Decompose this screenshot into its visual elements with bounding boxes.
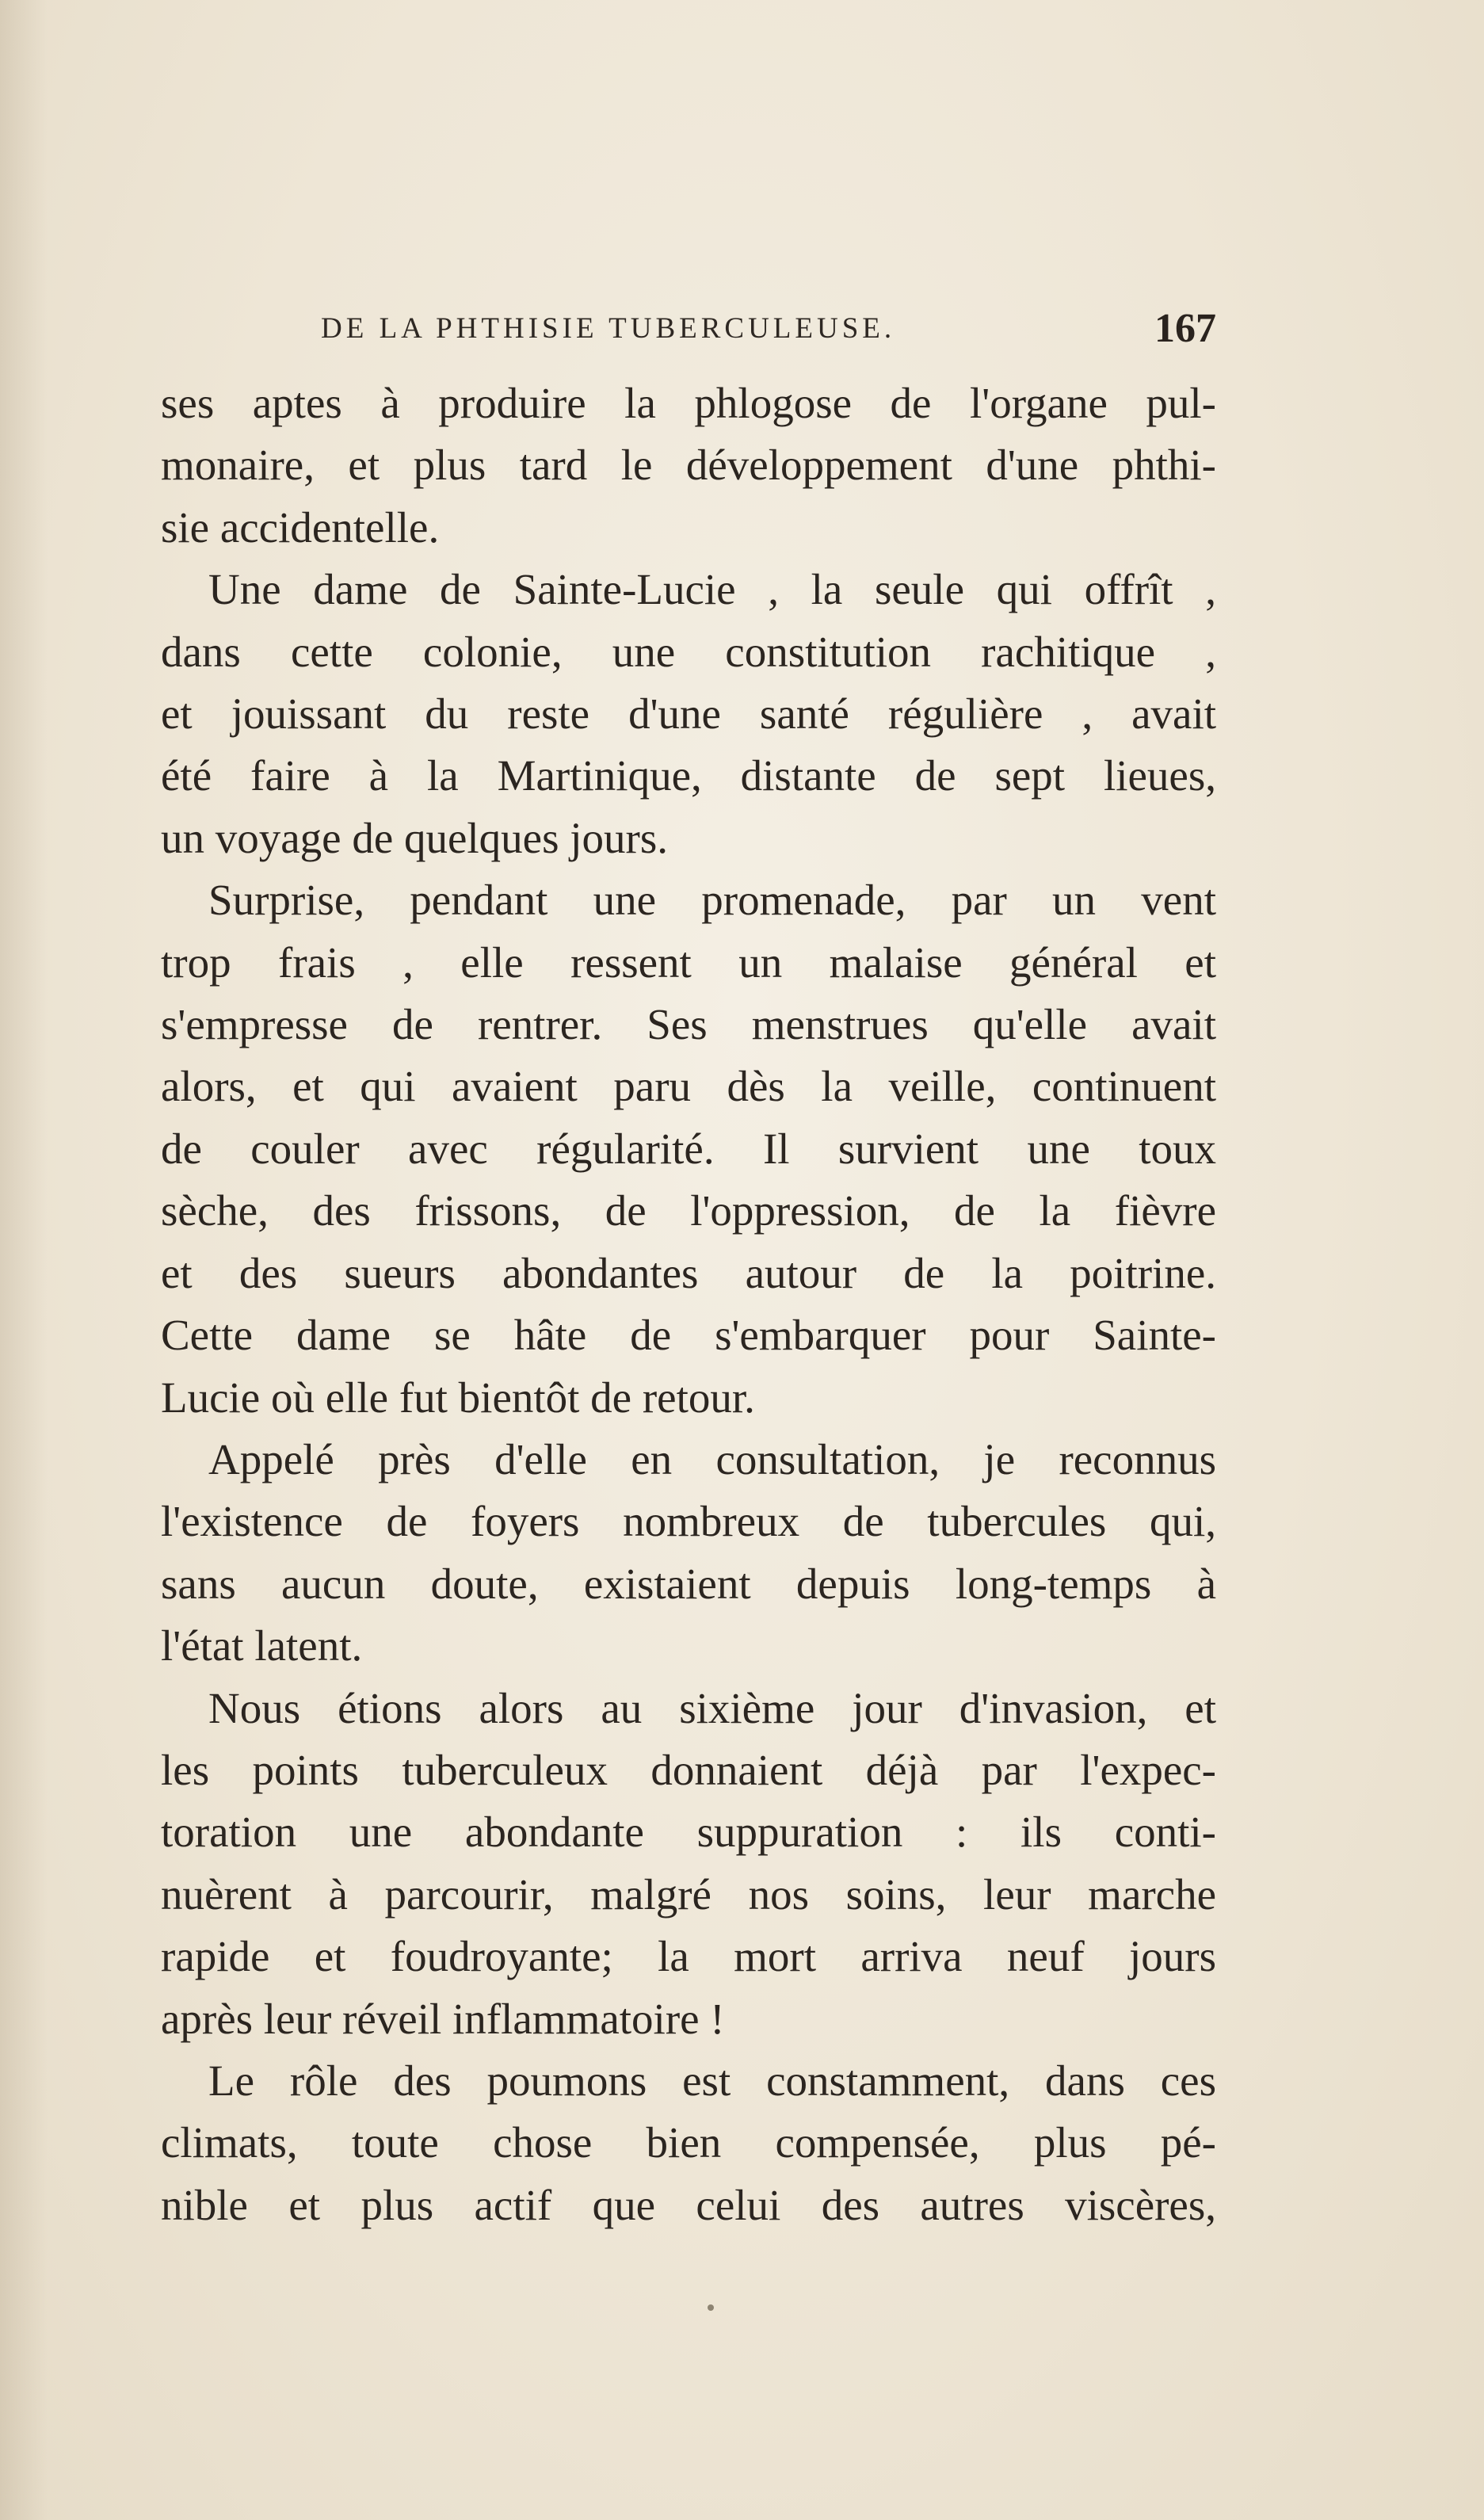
text-line: Surprise, pendant une promenade, par un vent	[208, 876, 1216, 925]
text-line: été faire à la Martinique, distante de sept lieues,	[161, 751, 1216, 800]
paragraph	[161, 559, 1216, 869]
text-line: Le rôle des poumons est constamment, dans ces	[208, 2056, 1216, 2105]
text-line: Lucie où elle fut bientôt de retour.	[161, 1373, 755, 1422]
text-line: un voyage de quelques jours.	[161, 813, 668, 862]
text-line: sans aucun doute, existaient depuis long-temps à	[161, 1559, 1216, 1608]
paragraph	[161, 1429, 1216, 1678]
text-line: de couler avec régularité. Il survient une toux	[161, 1124, 1216, 1173]
text-line: nuèrent à parcourir, malgré nos soins, leur marche	[161, 1869, 1216, 1919]
text-line: s'empresse de rentrer. Ses menstrues qu'elle avait	[161, 1000, 1216, 1049]
text-line: et des sueurs abondantes autour de la poitrine.	[161, 1248, 1216, 1297]
paragraph	[161, 2050, 1216, 2236]
text-line: climats, toute chose bien compensée, plus pé-	[161, 2118, 1216, 2167]
body-text	[161, 372, 1216, 2236]
page-header	[321, 305, 1216, 361]
text-line: après leur réveil inflammatoire !	[161, 1994, 725, 2043]
paragraph	[161, 372, 1216, 559]
paragraph	[161, 869, 1216, 1429]
text-line: Nous étions alors au sixième jour d'invasion, et	[208, 1683, 1216, 1732]
text-line: Une dame de Sainte-Lucie , la seule qui offrît ,	[208, 565, 1216, 614]
text-line: et jouissant du reste d'une santé régulière , avait	[161, 689, 1216, 739]
running-title: DE LA PHTHISIE TUBERCULEUSE.	[321, 312, 896, 345]
text-line: les points tuberculeux donnaient déjà par l'expec-	[161, 1745, 1216, 1794]
text-line: toration une abondante suppuration : ils conti-	[161, 1808, 1216, 1857]
text-line: sèche, des frissons, de l'oppression, de la fièvre	[161, 1186, 1216, 1235]
text-line: trop frais , elle ressent un malaise général et	[161, 937, 1216, 987]
text-line: l'état latent.	[161, 1621, 363, 1670]
text-line: Cette dame se hâte de s'embarquer pour Sainte-	[161, 1311, 1216, 1360]
text-line: rapide et foudroyante; la mort arriva neuf jours	[161, 1932, 1216, 1981]
text-line: Appelé près d'elle en consultation, je reconnus	[208, 1434, 1216, 1483]
text-line: dans cette colonie, une constitution rachitique ,	[161, 627, 1216, 676]
text-line: sie accidentelle.	[161, 502, 440, 552]
page-number: 167	[1154, 306, 1216, 351]
ink-speck	[708, 2304, 714, 2311]
text-line: alors, et qui avaient paru dès la veille, continuent	[161, 1062, 1216, 1111]
text-line: nible et plus actif que celui des autres viscères,	[161, 2180, 1216, 2229]
paragraph	[161, 1678, 1216, 2050]
text-line: ses aptes à produire la phlogose de l'organe pul-	[161, 379, 1216, 427]
text-line: l'existence de foyers nombreux de tubercules qui,	[161, 1497, 1216, 1546]
text-line: monaire, et plus tard le développement d'une phthi-	[161, 441, 1216, 490]
